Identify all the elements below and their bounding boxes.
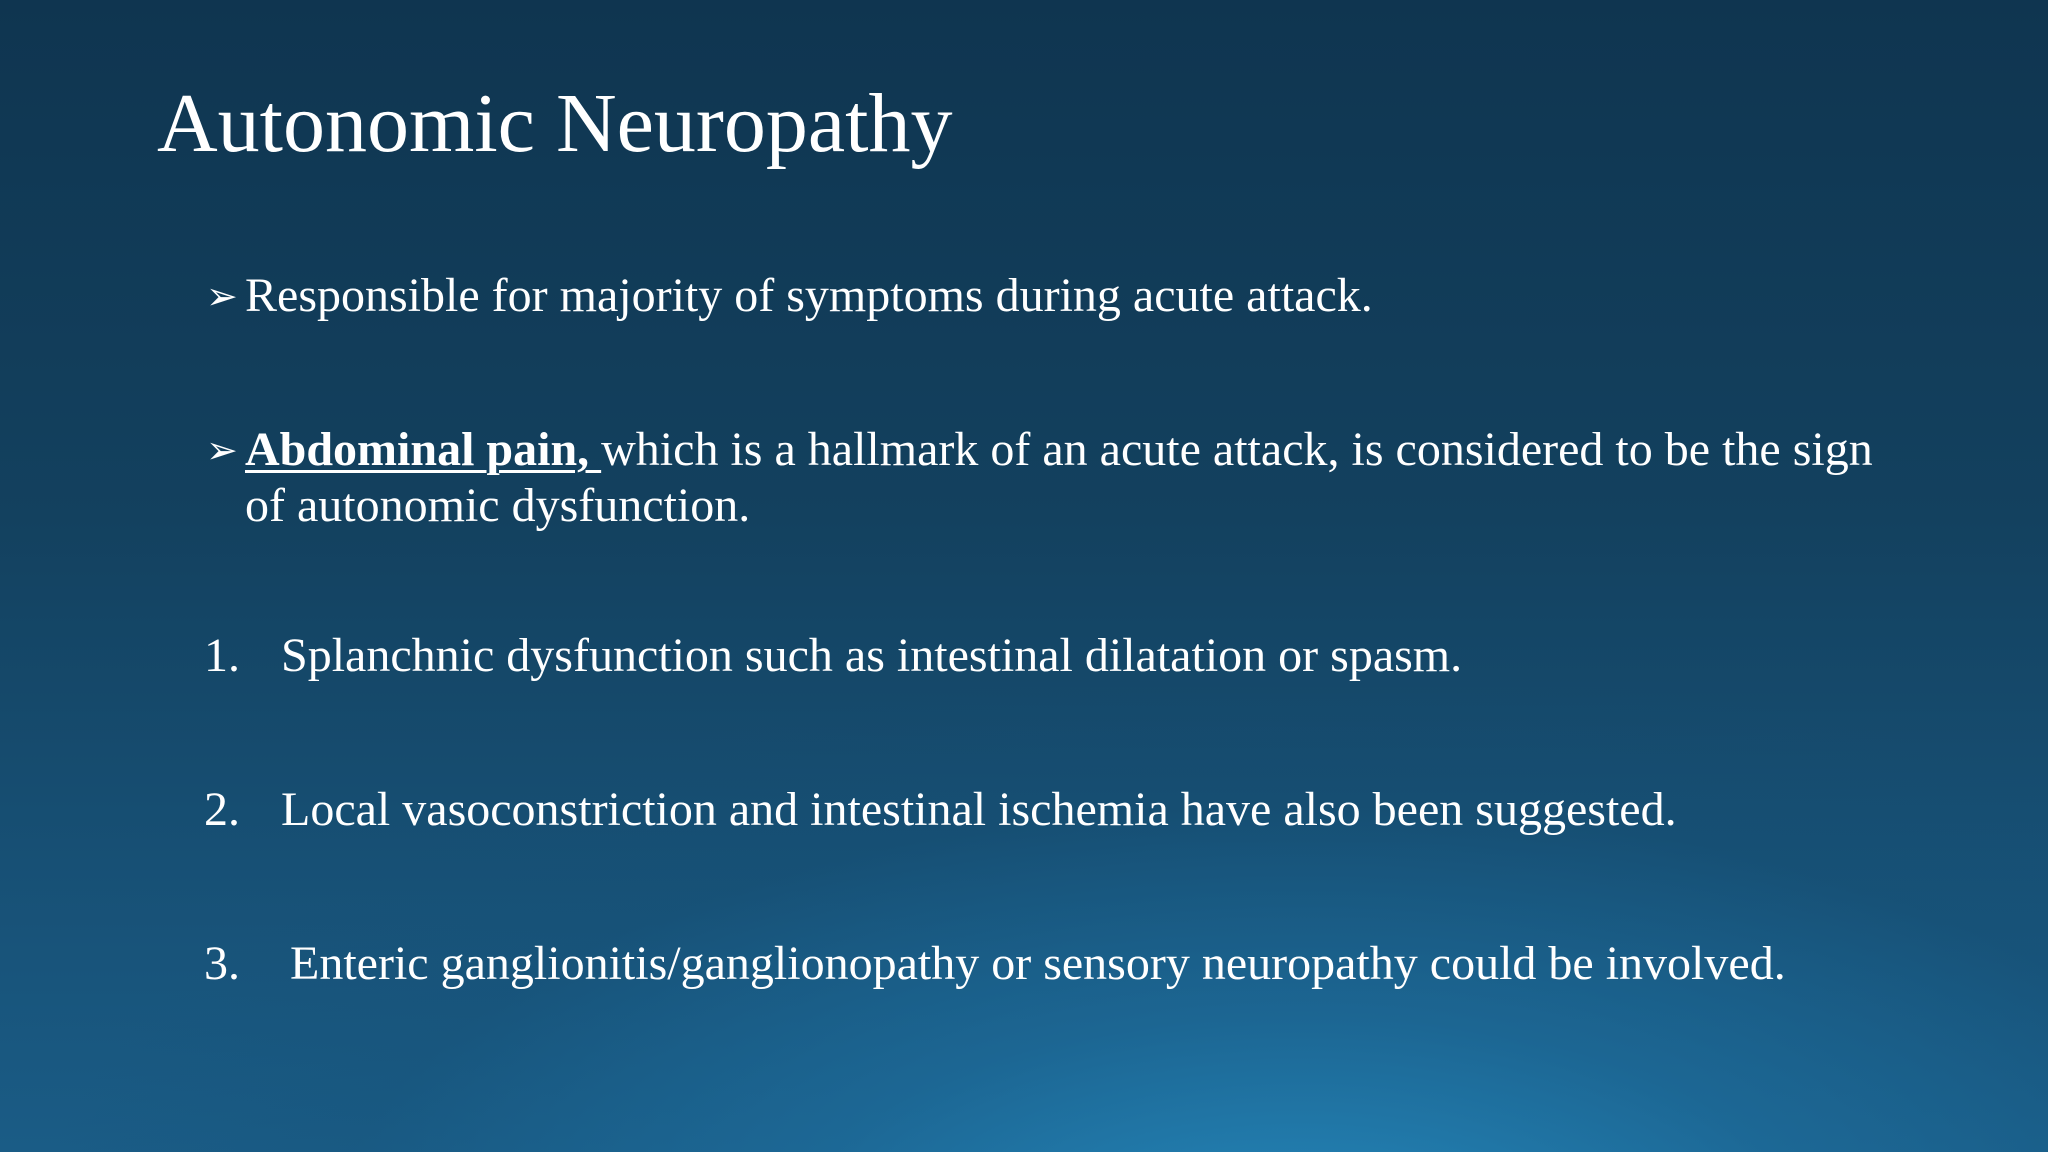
item-number: 2. — [204, 783, 240, 836]
item-text: Enteric ganglionitis/ganglionopathy or sensory neuropathy could be involved. — [290, 937, 1786, 990]
arrow-bullet-icon: ➢ — [206, 428, 238, 472]
numbered-item-3 — [204, 936, 1786, 992]
item-number: 3. — [204, 937, 240, 990]
arrow-bullet-icon: ➢ — [206, 274, 238, 318]
numbered-item-1 — [204, 628, 1462, 684]
highlight-term: Abdominal pain, — [245, 423, 602, 476]
bullet-text: Responsible for majority of symptoms during acute attack. — [245, 269, 1373, 322]
item-text: Splanchnic dysfunction such as intestinal dilatation or spasm. — [281, 629, 1463, 682]
bullet-item-2 — [206, 422, 1906, 534]
bullet-text-wrapper — [245, 422, 1906, 534]
item-text: Local vasoconstriction and intestinal ischemia have also been suggested. — [281, 783, 1677, 836]
item-number: 1. — [204, 629, 240, 682]
bullet-text: which is a hallmark of an acute attack, is considered to be the sign of autonomic dysfunction. — [245, 423, 1873, 532]
slide-title: Autonomic Neuropathy — [157, 77, 953, 170]
bullet-item-1 — [206, 268, 1906, 324]
numbered-item-2 — [204, 782, 1677, 838]
